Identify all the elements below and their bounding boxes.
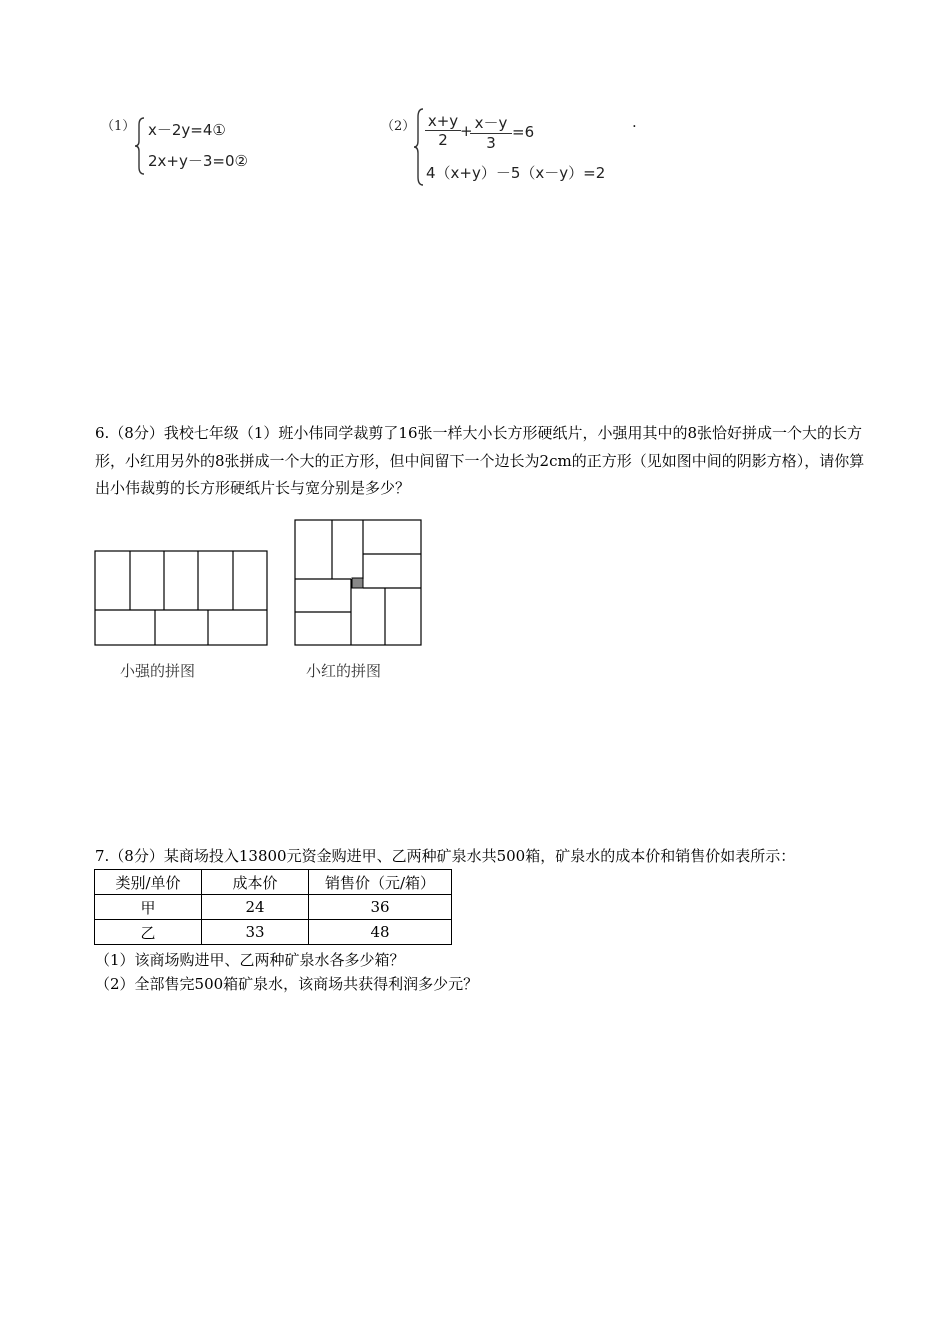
fraction-2-denominator: 3 bbox=[486, 134, 496, 152]
problem-7-text: 7.（8分）某商场投入13800元资金购进甲、乙两种矿泉水共500箱，矿泉水的成本价和销售价如表所示： bbox=[95, 847, 796, 865]
xiaoqiang-puzzle-figure bbox=[94, 550, 270, 648]
table-header-cell: 成本价 bbox=[202, 870, 309, 895]
table-cell: 48 bbox=[309, 920, 452, 945]
left-brace-icon bbox=[413, 108, 425, 186]
shaded-square bbox=[352, 578, 363, 588]
table-cell: 24 bbox=[202, 895, 309, 920]
table-row bbox=[95, 920, 452, 945]
xiaohong-puzzle-figure bbox=[294, 519, 424, 648]
problem-6-text: 6.（8分）我校七年级（1）班小伟同学裁剪了16张一样大小长方形硬纸片，小强用其中的8张恰好拼成一个大的长方形，小红用另外的8张拼成一个大的正方形，但中间留下一个边长为2cm的正方形（见如图中间的阴影方格），请你算出小伟裁剪的长方形硬纸片长与宽分别是多少？ bbox=[95, 424, 865, 497]
fraction-2-numerator: x－y bbox=[470, 112, 512, 134]
system-1-equation-1: x－2y=4① bbox=[148, 121, 226, 139]
table-header-cell: 类别/单价 bbox=[95, 870, 202, 895]
problem-7-question-2: （2）全部售完500箱矿泉水，该商场共获得利润多少元？ bbox=[95, 975, 479, 993]
table-header-row bbox=[95, 870, 452, 895]
caption-xiaoqiang: 小强的拼图 bbox=[120, 662, 196, 680]
table-header-cell: 销售价（元/箱） bbox=[309, 870, 452, 895]
fraction-1-denominator: 2 bbox=[438, 131, 448, 149]
system-2-label: （2） bbox=[381, 119, 416, 134]
fraction-2 bbox=[470, 112, 512, 152]
price-table bbox=[94, 869, 452, 945]
plus-sign: + bbox=[460, 122, 473, 140]
fraction-1-numerator: x+y bbox=[425, 112, 461, 131]
problem-7-question-1: （1）该商场购进甲、乙两种矿泉水各多少箱？ bbox=[95, 951, 405, 969]
system-2-equation-1-rhs: =6 bbox=[512, 123, 535, 141]
system-1-label: （1） bbox=[101, 119, 136, 134]
table-cell: 33 bbox=[202, 920, 309, 945]
period-mark: . bbox=[632, 113, 637, 131]
caption-xiaohong: 小红的拼图 bbox=[306, 662, 382, 680]
fraction-1 bbox=[425, 112, 461, 149]
table-cell: 乙 bbox=[95, 920, 202, 945]
system-1-equation-2: 2x+y－3=0② bbox=[148, 152, 248, 170]
table-cell: 36 bbox=[309, 895, 452, 920]
table-cell: 甲 bbox=[95, 895, 202, 920]
system-2-equation-2: 4（x+y）－5（x－y）=2 bbox=[426, 164, 606, 182]
table-row bbox=[95, 895, 452, 920]
left-brace-icon bbox=[134, 117, 146, 175]
